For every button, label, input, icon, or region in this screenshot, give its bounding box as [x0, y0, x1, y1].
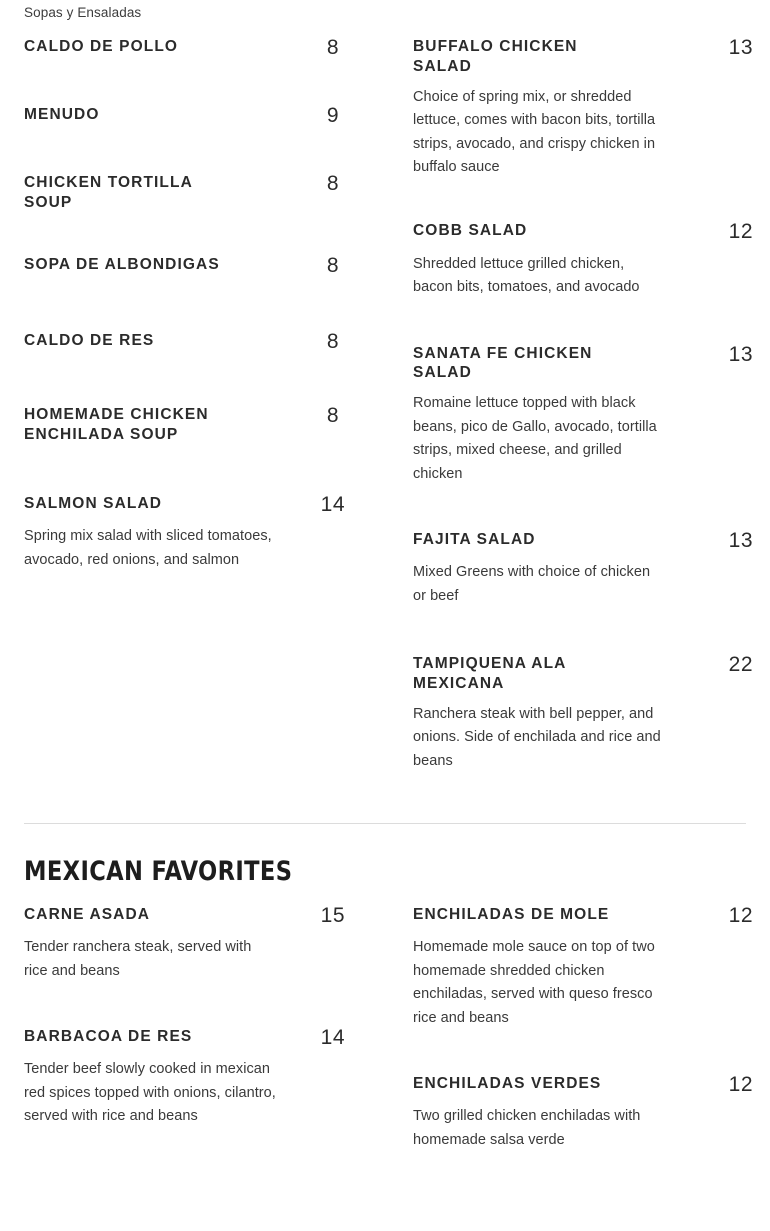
mexican-favorites-left-column [24, 905, 385, 1155]
menu-item-head [413, 35, 753, 77]
menu-item-head [24, 105, 339, 127]
menu-item-price: 12 [728, 904, 753, 928]
menu-item-price: 14 [320, 493, 345, 517]
soups-salads-columns [24, 35, 753, 799]
menu-item-price: 13 [728, 342, 753, 366]
menu-item-price: 13 [728, 35, 753, 59]
menu-item[interactable] [413, 905, 770, 1030]
menu-item-price: 22 [728, 653, 753, 677]
menu-item-price: 8 [326, 403, 339, 427]
menu-item[interactable] [24, 494, 385, 572]
menu-item-head [24, 331, 339, 353]
menu-item-head [24, 37, 339, 59]
menu-item-name: CHICKEN TORTILLA SOUP [24, 173, 193, 211]
menu-item-name: CALDO DE POLLO [24, 37, 179, 55]
menu-item-description: Ranchera steak with bell pepper, and onions. Side of enchilada and rice and beans [413, 705, 661, 769]
menu-item-description: Mixed Greens with choice of chicken or beef [413, 564, 651, 604]
menu-item-description: Romaine lettuce topped with black beans, pico de Gallo, avocado, tortilla strips, mixed cheese, and grilled chicken [413, 395, 657, 482]
menu-item-price: 8 [326, 253, 339, 277]
section-subtitle: Sopas y Ensaladas [24, 5, 142, 20]
menu-item[interactable] [413, 654, 770, 773]
menu-item[interactable] [413, 221, 770, 299]
menu-item-description: Tender ranchera steak, served with rice and beans [24, 939, 252, 979]
menu-item-name: HOMEMADE CHICKEN ENCHILADA SOUP [24, 405, 209, 443]
menu-item-name: ENCHILADAS VERDES [413, 1075, 602, 1093]
menu-item-price: 9 [326, 103, 339, 127]
menu-item-name: CARNE ASADA [24, 906, 151, 924]
menu-item-description: Spring mix salad with sliced tomatoes, avocado, red onions, and salmon [24, 528, 272, 568]
menu-item-name: SANATA FE CHICKEN SALAD [413, 344, 593, 382]
menu-item-name: MENUDO [24, 105, 100, 123]
menu-item-price: 8 [326, 329, 339, 353]
menu-item-description: Two grilled chicken enchiladas with homemade salsa verde [413, 1108, 641, 1148]
menu-item[interactable] [24, 37, 385, 59]
menu-item-price: 12 [728, 220, 753, 244]
menu-item-name: COBB SALAD [413, 222, 528, 240]
menu-item-head [413, 342, 753, 384]
soups-salads-right-column [413, 37, 770, 799]
section-title-mexican-favorites: MEXICAN FAVORITES [24, 856, 293, 888]
menu-item[interactable] [413, 37, 770, 180]
menu-item-head [413, 904, 753, 928]
menu-item[interactable] [413, 1074, 770, 1152]
menu-item-head [413, 220, 753, 244]
menu-item-price: 8 [326, 171, 339, 195]
mexican-favorites-columns [24, 904, 753, 1178]
menu-item-description: Choice of spring mix, or shredded lettuce, comes with bacon bits, tortilla strips, avocado, and crispy chicken in buffalo sauce [413, 88, 656, 175]
menu-item[interactable] [24, 1027, 385, 1129]
menu-item[interactable] [24, 405, 385, 445]
menu-item-name: FAJITA SALAD [413, 531, 536, 549]
menu-item-price: 8 [326, 35, 339, 59]
menu-item-head [413, 653, 753, 694]
menu-item-name: BARBACOA DE RES [24, 1028, 193, 1046]
menu-item-price: 14 [320, 1026, 345, 1050]
menu-item[interactable] [24, 331, 385, 353]
menu-item-name: ENCHILADAS DE MOLE [413, 906, 610, 924]
menu-item[interactable] [24, 173, 385, 213]
menu-item-name: CALDO DE RES [24, 331, 155, 349]
menu-item-head [413, 1073, 753, 1097]
menu-item-description: Tender beef slowly cooked in mexican red spices topped with onions, cilantro, served with rice and beans [24, 1061, 276, 1125]
menu-item-description: Homemade mole sauce on top of two homemade shredded chicken enchiladas, served with queso fresco rice and beans [413, 939, 655, 1026]
menu-item-price: 15 [320, 904, 345, 928]
menu-item-price: 13 [728, 529, 753, 553]
soups-salads-left-column [24, 37, 385, 599]
menu-item[interactable] [413, 344, 770, 487]
menu-item-price: 12 [728, 1073, 753, 1097]
menu-item-description: Shredded lettuce grilled chicken, bacon bits, tomatoes, and avocado [413, 255, 640, 296]
menu-item-head [413, 529, 753, 553]
section-divider [24, 823, 746, 824]
menu-item[interactable] [413, 530, 770, 608]
menu-item[interactable] [24, 255, 385, 277]
menu-item-head [24, 255, 339, 277]
menu-item-head [24, 1026, 345, 1050]
menu-item-name: TAMPIQUENA ALA MEXICANA [413, 655, 566, 692]
menu-item-head [24, 904, 345, 928]
menu-item[interactable] [24, 905, 385, 983]
menu-item[interactable] [24, 105, 385, 127]
menu-item-name: SOPA DE ALBONDIGAS [24, 255, 220, 273]
menu-item-head [24, 493, 345, 517]
menu-item-head [24, 173, 339, 213]
menu-item-name: SALMON SALAD [24, 495, 163, 513]
menu-item-head [24, 405, 339, 445]
mexican-favorites-right-column [413, 905, 770, 1178]
menu-page [0, 4, 770, 1178]
menu-item-name: BUFFALO CHICKEN SALAD [413, 37, 578, 75]
